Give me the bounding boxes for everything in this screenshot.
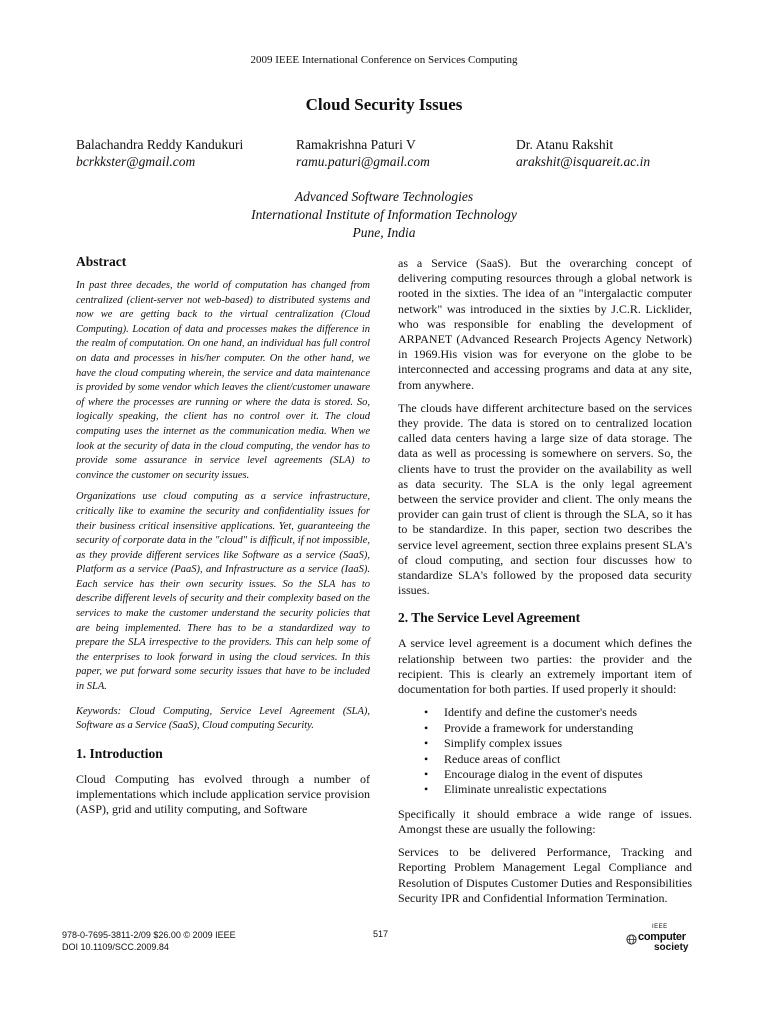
list-item xyxy=(398,767,692,782)
affiliation xyxy=(0,188,768,242)
paper-title: Cloud Security Issues xyxy=(305,95,463,114)
bullet-icon: • xyxy=(424,751,429,766)
bullet-icon: • xyxy=(424,736,429,751)
bullet-icon: • xyxy=(424,766,429,781)
footer-isbn: 978-0-7695-3811-2/09 $26.00 © 2009 IEEE xyxy=(62,930,236,940)
abstract-paragraph: Organizations use cloud computing as a service infrastructure, critically like to examine the security and confidentiality issues for their business critical insensitive applications. Yet, guaranteeing the security of corporate data in the "cloud" is difficult, if not impossible, as they provide different services like Software as a service (SaaS), Platform as a service (PaaS), and Infrastructure as a service (IaaS). Each service has their own security issues. So the SLA has to describe different levels of security and their complexity based on the services to make the customer understand the security policies that are being implemented. There has to be a standardized way to prepare the SLA irrespective to the providers. This can help some of the enterprises to look forward in using the cloud services. In this paper, we put forward some security issues that have to be included in SLA. xyxy=(76,491,370,693)
abstract-heading: Abstract xyxy=(76,254,127,269)
body-paragraph: The clouds have different architecture based on the services they provide. The data is stored on to centralized location called data centers having a large size of data storage. The data as well as processing is somewhere on servers. So, the clients have to trust the provider on the availability as well as data security. The SLA is the only legal agreement between the service provider and client. The only means the provider can gain trust of client is through the SLA, so it has to be standardize. In this paper, section two describes the service level agreement, section three explains present SLA's of cloud computing, and section four discusses how to standardize SLA's followed by the proposed data security issues. xyxy=(398,400,692,598)
author-name: Balachandra Reddy Kandukuri xyxy=(76,137,244,152)
section-heading-introduction: 1. Introduction xyxy=(76,745,163,761)
author-email: arakshit@isquareit.ac.in xyxy=(516,154,651,169)
list-item-text: Encourage dialog in the event of disputes xyxy=(444,766,643,781)
logo-ieee-text: IEEE xyxy=(652,924,668,930)
body-paragraph: A service level agreement is a document which defines the relationship between two parties: the provider and the recipient. This is clearly an extremely important item of documentation for both parties. If used properly it should: xyxy=(398,636,692,697)
author-email: ramu.paturi@gmail.com xyxy=(296,154,430,169)
author-2 xyxy=(296,136,430,170)
list-item xyxy=(398,782,692,797)
globe-icon xyxy=(626,934,637,945)
list-item-text: Reduce areas of conflict xyxy=(444,751,561,766)
left-column xyxy=(76,254,370,825)
list-item xyxy=(398,736,692,751)
author-name: Ramakrishna Paturi V xyxy=(296,137,416,152)
computer-society-logo xyxy=(624,924,694,958)
list-item xyxy=(398,752,692,767)
list-item-text: Identify and define the customer's needs xyxy=(444,705,638,720)
logo-text-computer: computer xyxy=(638,931,686,943)
body-paragraph: Cloud Computing has evolved through a number of implementations which include application service provision (ASP), grid and utility computing, and Software xyxy=(76,771,370,817)
author-1 xyxy=(76,136,243,170)
footer-doi: DOI 10.1109/SCC.2009.84 xyxy=(62,942,169,952)
section-heading-sla: 2. The Service Level Agreement xyxy=(398,610,581,626)
bullet-icon: • xyxy=(424,705,429,720)
affiliation-line: International Institute of Information Technology xyxy=(251,207,517,222)
conference-header: 2009 IEEE International Conference on Services Computing xyxy=(250,54,518,66)
keywords: Keywords: Cloud Computing, Service Level Agreement (SLA), Software as a Service (SaaS), Cloud computing Security. xyxy=(76,705,370,732)
affiliation-line: Pune, India xyxy=(352,225,416,240)
right-column xyxy=(398,256,692,914)
list-item xyxy=(398,705,692,720)
author-3 xyxy=(516,136,650,170)
bullet-icon: • xyxy=(424,720,429,735)
author-email: bcrkkster@gmail.com xyxy=(76,154,196,169)
body-paragraph: Services to be delivered Performance, Tracking and Reporting Problem Management Legal Compliance and Resolution of Disputes Customer Duties and Responsibilities Security IPR and Confidential Information Termination. xyxy=(398,845,692,905)
page-number: 517 xyxy=(373,929,389,939)
bullet-list xyxy=(398,705,692,797)
abstract-paragraph: In past three decades, the world of computation has changed from centralized (client-server not web-based) to distributed systems and now we are getting back to the virtual centralization (Cloud Computing). Location of data and processes makes the difference in the realm of computation. On one hand, an individual has full control on data and processes in his/her computer. On the other hand, we have the cloud computing wherein, the service and data maintenance is provided by some vendor which leaves the client/customer unaware of where the processes are running or where the data is stored. So, logically speaking, the client has no control over it. The cloud computing uses the internet as the communication media. When we look at the security of data in the cloud computing, the vendor has to provide some assurance in service level agreements (SLA) to convince the customer on security issues. xyxy=(76,280,370,481)
list-item-text: Eliminate unrealistic expectations xyxy=(444,782,607,797)
affiliation-line: Advanced Software Technologies xyxy=(294,189,474,204)
logo-text-society: society xyxy=(654,942,689,953)
body-paragraph: Specifically it should embrace a wide range of issues. Amongst these are usually the following: xyxy=(398,806,692,836)
list-item-text: Provide a framework for understanding xyxy=(444,720,634,735)
author-name: Dr. Atanu Rakshit xyxy=(516,137,614,152)
list-item-text: Simplify complex issues xyxy=(444,736,562,751)
bullet-icon: • xyxy=(424,782,429,797)
footer-copyright xyxy=(62,929,236,953)
list-item xyxy=(398,721,692,736)
body-paragraph: as a Service (SaaS). But the overarching concept of delivering computing resources through a global network is rooted in the sixties. The idea of an "intergalactic computer network" was introduced in the sixties by J.C.R. Licklider, who was responsible for enabling the development of ARPANET (Advanced Research Projects Agency Network) in 1969.His vision was for everyone on the globe to be interconnected and accessing programs and data at any site, from anywhere. xyxy=(398,256,692,392)
